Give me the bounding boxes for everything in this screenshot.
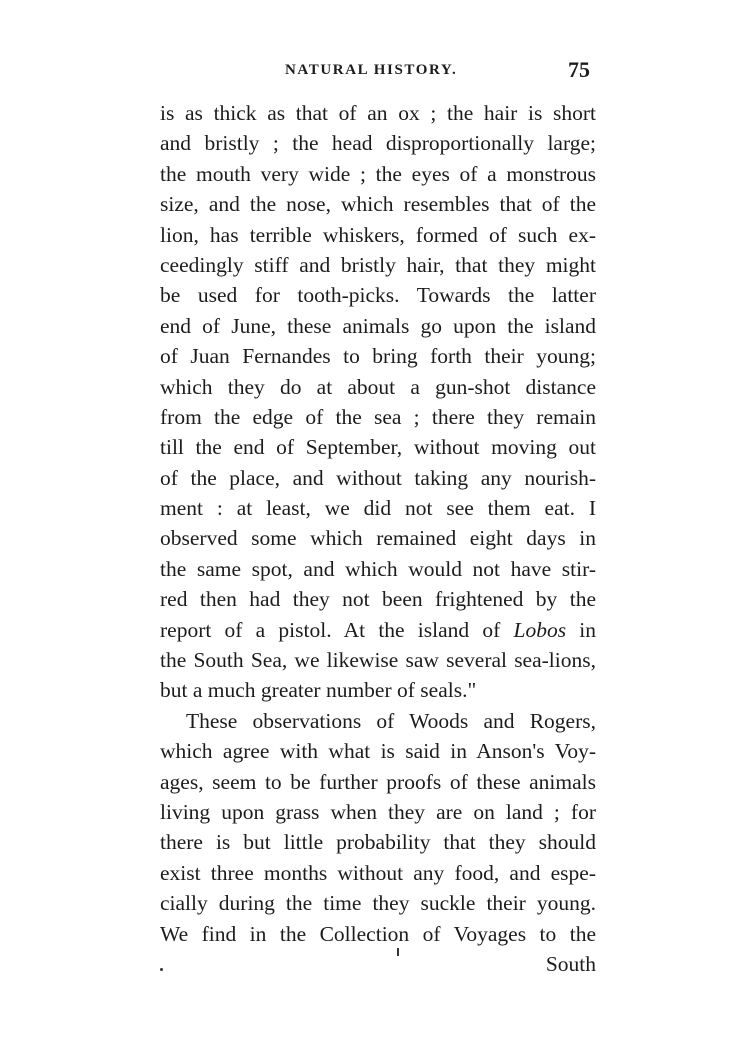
text-line: till the end of September, without moving out <box>160 435 596 460</box>
text-line: and bristly ; the head disproportionally large; <box>160 131 596 156</box>
text-line: living upon grass when they are on land ; for <box>160 799 596 824</box>
text-line: which agree with what is said in Anson's Voy- <box>160 739 596 764</box>
print-speck <box>160 968 163 971</box>
text-line: which they do at about a gun-shot distance <box>160 374 596 399</box>
text-line: end of June, these animals go upon the island <box>160 313 596 338</box>
text-line: but a much greater number of seals." <box>160 678 477 703</box>
text-line: of Juan Fernandes to bring forth their young; <box>160 344 596 369</box>
catchword: South <box>545 951 596 976</box>
text-line: red then had they not been frightened by the <box>160 587 596 612</box>
text-line: the same spot, and which would not have stir- <box>160 556 596 581</box>
text-line: observed some which remained eight days in <box>160 526 596 551</box>
print-mark <box>397 948 399 956</box>
text-segment: in <box>579 617 597 642</box>
text-line: is as thick as that of an ox ; the hair is short <box>160 101 596 125</box>
text-line: the South Sea, we likewise saw several sea-lions, <box>160 648 596 673</box>
text-line: the mouth very wide ; the eyes of a monstrous <box>160 161 596 186</box>
text-line: lion, has terrible whiskers, formed of such ex- <box>160 222 596 247</box>
text-line: ages, seem to be further proofs of these animals <box>160 769 596 794</box>
text-segment: report of a pistol. At the island of <box>160 617 501 642</box>
text-line: ment : at least, we did not see them eat. I <box>160 496 596 521</box>
running-header: NATURAL HISTORY. <box>285 62 458 78</box>
text-line: ceedingly stiff and bristly hair, that they might <box>160 252 596 277</box>
text-line: be used for tooth-picks. Towards the latter <box>160 283 596 308</box>
text-line: there is but little probability that they should <box>160 830 596 855</box>
text-line: exist three months without any food, and espe- <box>160 860 596 885</box>
page-number: 75 <box>568 57 590 82</box>
italic-place-name: Lobos <box>513 617 567 642</box>
text-line-with-italic <box>160 615 596 645</box>
text-line: cially during the time they suckle their young. <box>160 891 596 916</box>
text-line: We find in the Collection of Voyages to the <box>160 921 596 946</box>
text-line: of the place, and without taking any nourish- <box>160 465 596 490</box>
paragraph-start-line: These observations of Woods and Rogers, <box>186 708 596 733</box>
text-line: from the edge of the sea ; there they remain <box>160 404 596 429</box>
body-text <box>160 98 596 979</box>
text-line: size, and the nose, which resembles that of the <box>160 192 596 217</box>
